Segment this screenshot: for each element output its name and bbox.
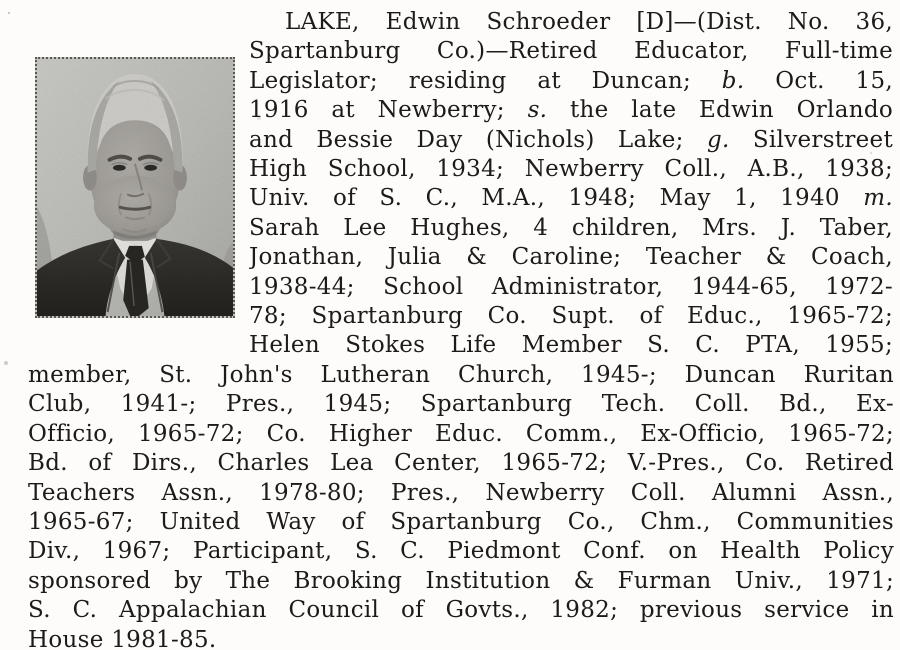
text-segment: LAKE, Edwin Schroeder [D]—(Dist. No. 36, [285, 9, 893, 35]
italic-abbreviation: m. [863, 185, 893, 212]
text-segment: 78; Spartanburg Co. Supt. of Educ., 1965-72; [249, 302, 893, 329]
text-line [249, 273, 893, 302]
text-segment: Club, 1941-; Pres., 1945; Spartanburg Tech. Coll. Bd., Ex- [28, 391, 894, 418]
text-segment: Oct. 15, [744, 67, 893, 94]
text-line [28, 596, 894, 625]
bio-text-full-column [28, 361, 894, 650]
text-line [28, 390, 894, 419]
text-segment: Bd. of Dirs., Charles Lea Center, 1965-72; V.-Pres., Co. Retired [28, 450, 894, 477]
text-segment: 1938-44; School Administrator, 1944-65, 1972- [249, 273, 893, 300]
text-segment: Sarah Lee Hughes, 4 children, Mrs. J. Taber, [249, 214, 893, 241]
italic-abbreviation: b. [721, 67, 745, 94]
text-segment: 1965-67; United Way of Spartanburg Co., Chm., Communities [28, 508, 894, 535]
text-line [249, 37, 893, 66]
text-segment: Spartanburg Co.)—Retired Educator, Full-time [249, 38, 893, 65]
scan-speck [8, 12, 10, 14]
text-line [28, 626, 894, 650]
text-line [28, 420, 894, 449]
text-line [249, 155, 893, 184]
text-line [249, 67, 893, 96]
text-line [28, 537, 894, 566]
bio-text-wrapped-column [249, 8, 893, 361]
text-line [249, 214, 893, 243]
text-segment: Jonathan, Julia & Caroline; Teacher & Coach, [249, 244, 893, 271]
portrait-illustration [37, 59, 233, 316]
text-segment: House 1981-85. [28, 626, 217, 650]
text-segment: Officio, 1965-72; Co. Higher Educ. Comm., Ex-Officio, 1965-72; [28, 420, 894, 447]
text-line [28, 449, 894, 478]
text-line [249, 243, 893, 272]
text-line [28, 479, 894, 508]
text-segment: 1916 at Newberry; [249, 97, 528, 124]
text-segment: Div., 1967; Participant, S. C. Piedmont Conf. on Health Policy [28, 538, 894, 565]
text-line [28, 361, 894, 390]
text-line [249, 8, 893, 37]
text-line [28, 567, 894, 596]
text-line [249, 126, 893, 155]
text-segment: S. C. Appalachian Council of Govts., 1982; previous service in [28, 597, 894, 624]
text-segment: Helen Stokes Life Member S. C. PTA, 1955; [249, 332, 893, 359]
text-line [249, 96, 893, 125]
text-line [249, 331, 893, 360]
text-segment: Teachers Assn., 1978-80; Pres., Newberry Coll. Alumni Assn., [28, 479, 894, 506]
text-segment: Univ. of S. C., M.A., 1948; May 1, 1940 [249, 185, 864, 212]
text-segment: the late Edwin Orlando [547, 97, 893, 124]
text-line [28, 508, 894, 537]
text-line [249, 184, 893, 213]
text-segment: and Bessie Day (Nichols) Lake; [249, 126, 707, 153]
text-segment: member, St. John's Lutheran Church, 1945-; Duncan Ruritan [28, 362, 894, 388]
portrait-photo [35, 57, 235, 318]
text-segment: sponsored by The Brooking Institution & Furman Univ., 1971; [28, 567, 894, 594]
text-segment: High School, 1934; Newberry Coll., A.B., 1938; [249, 155, 893, 182]
italic-abbreviation: s. [527, 97, 548, 124]
text-line [249, 302, 893, 331]
italic-abbreviation: g. [706, 126, 730, 153]
text-segment: Silverstreet [729, 126, 893, 153]
text-segment: Legislator; residing at Duncan; [249, 67, 722, 94]
